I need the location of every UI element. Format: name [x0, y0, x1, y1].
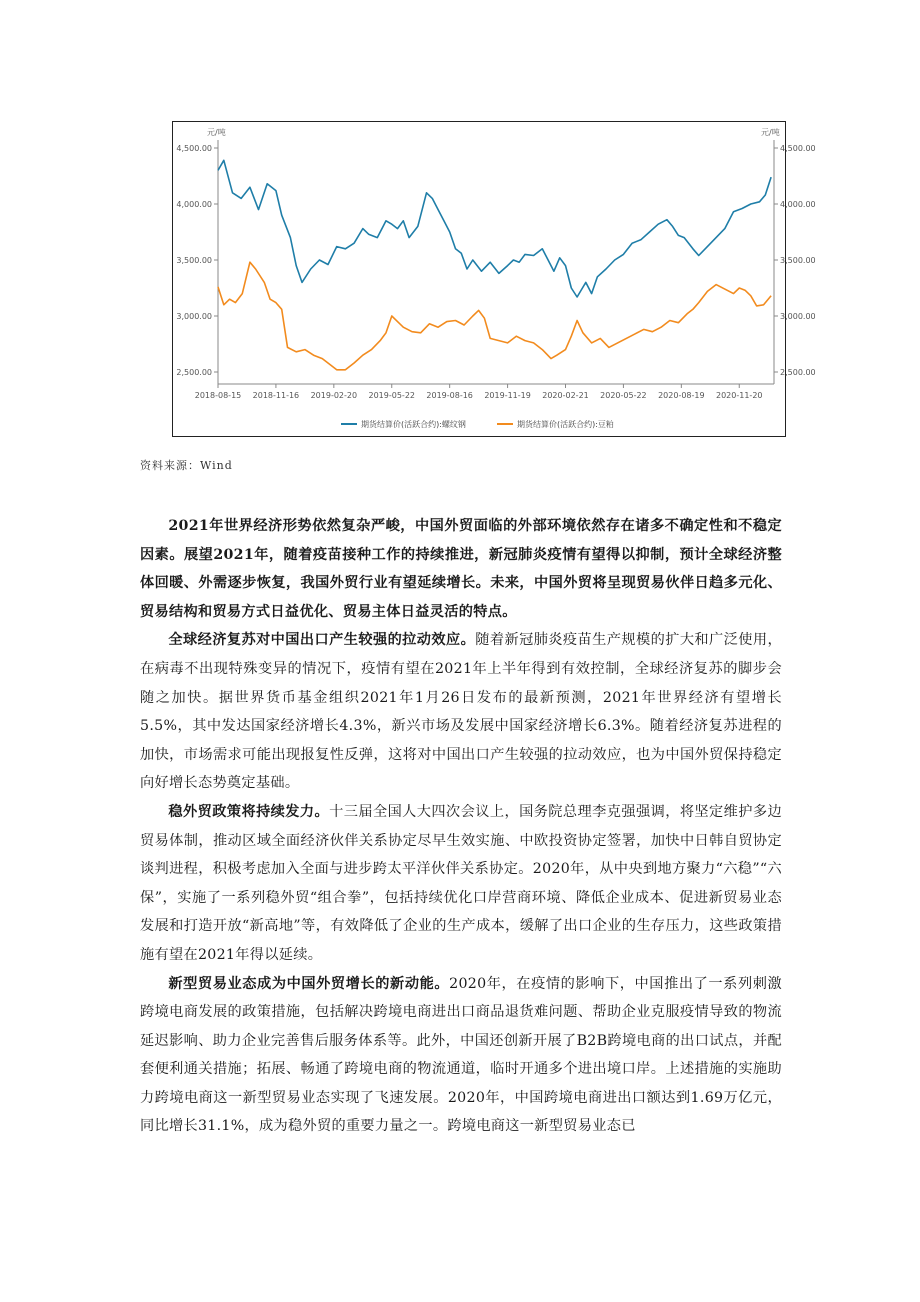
paragraph-text: 随着新冠肺炎疫苗生产规模的扩大和广泛使用，在病毒不出现特殊变异的情况下，疫情有望在2021年上半年得到有效控制，全球经济复苏的脚步会随之加快。据世界货币基金组织2021年1月26日发布的最新预测，2021年世界经济有望增长5.5%，其中发达国家经济增长4.3%，新兴市场及发展中国家经济增长6.3%。随着经济复苏进程的加快，市场需求可能出现报复性反弹，这将对中国出口产生较强的拉动效应，也为中国外贸保持稳定向好增长态势奠定基础。 [140, 632, 782, 792]
left-tick-label: 4,000.00 [176, 200, 212, 209]
intro-text: 2021年世界经济形势依然复杂严峻，中国外贸面临的外部环境依然存在诸多不确定性和不稳定因素。展望2021年，随着疫苗接种工作的持续推进，新冠肺炎疫情有望得以抑制，预计全球经济整体回暖、外需逐步恢复，我国外贸行业有望延续增长。未来，中国外贸将呈现贸易伙伴日趋多元化、贸易结构和贸易方式日益优化、贸易主体日益灵活的特点。 [140, 518, 782, 620]
right-tick-label: 4,000.00 [780, 200, 816, 209]
x-tick-label: 2019-05-22 [368, 391, 415, 400]
paragraph-new-trade [140, 970, 782, 1142]
right-axis-unit: 元/吨 [761, 128, 780, 137]
price-chart [172, 121, 816, 437]
paragraph-heading: 新型贸易业态成为中国外贸增长的新动能。 [168, 975, 450, 992]
right-tick-label: 2,500.00 [780, 368, 816, 377]
series-line-0 [218, 160, 771, 297]
x-tick-label: 2019-02-20 [310, 391, 358, 400]
right-tick-label: 3,000.00 [780, 312, 816, 321]
x-tick-label: 2019-08-16 [426, 391, 473, 400]
legend-label: 期货结算价(活跃合约):螺纹钢 [361, 420, 466, 429]
x-tick-label: 2018-11-16 [252, 391, 300, 400]
x-tick-label: 2020-08-19 [658, 391, 705, 400]
left-axis-unit: 元/吨 [207, 128, 226, 137]
x-tick-label: 2018-08-15 [194, 391, 242, 400]
right-tick-label: 4,500.00 [780, 144, 816, 153]
paragraph-text: 2020年，在疫情的影响下，中国推出了一系列刺激跨境电商发展的政策措施，包括解决跨境电商进出口商品退货难问题、帮助企业克服疫情导致的物流延迟影响、助力企业完善售后服务体系等。此外，中国还创新开展了B2B跨境电商的出口试点，并配套便利通关措施；拓展、畅通了跨境电商的物流通道，临时开通多个进出境口岸。上述措施的实施助力跨境电商这一新型贸易业态实现了飞速发展。2020年，中国跨境电商进出口额达到1.69万亿元，同比增长31.1%，成为稳外贸的重要力量之一。跨境电商这一新型贸易业态已 [140, 975, 782, 1135]
source-note: 资料来源：Wind [140, 459, 233, 472]
paragraph-recovery [140, 626, 782, 798]
paragraph-text: 十三届全国人大四次会议上，国务院总理李克强强调，将坚定维护多边贸易体制，推动区域全面经济伙伴关系协定尽早生效实施、中欧投资协定签署，加快中日韩自贸协定谈判进程，积极考虑加入全面与进步跨太平洋伙伴关系协定。2020年，从中央到地方聚力“六稳”“六保”，实施了一系列稳外贸“组合拳”，包括持续优化口岸营商环境、降低企业成本、促进新贸易业态发展和打造开放“新高地”等，有效降低了企业的生产成本，缓解了出口企业的生存压力，这些政策措施有望在2021年得以延续。 [140, 803, 782, 963]
paragraph-policy [140, 798, 782, 970]
left-tick-label: 2,500.00 [176, 368, 212, 377]
x-tick-label: 2020-05-22 [600, 391, 647, 400]
line-chart [173, 122, 816, 438]
intro-paragraph [140, 512, 782, 626]
right-tick-label: 3,500.00 [780, 256, 816, 265]
left-tick-label: 3,000.00 [176, 312, 212, 321]
article-body [140, 512, 782, 1141]
x-tick-label: 2020-11-20 [716, 391, 763, 400]
left-tick-label: 4,500.00 [176, 144, 212, 153]
x-tick-label: 2020-02-21 [542, 391, 589, 400]
left-tick-label: 3,500.00 [176, 256, 212, 265]
paragraph-heading: 稳外贸政策将持续发力。 [168, 803, 330, 820]
x-tick-label: 2019-11-19 [484, 391, 531, 400]
legend-label: 期货结算价(活跃合约):豆粕 [517, 420, 614, 429]
paragraph-heading: 全球经济复苏对中国出口产生较强的拉动效应。 [168, 632, 476, 649]
